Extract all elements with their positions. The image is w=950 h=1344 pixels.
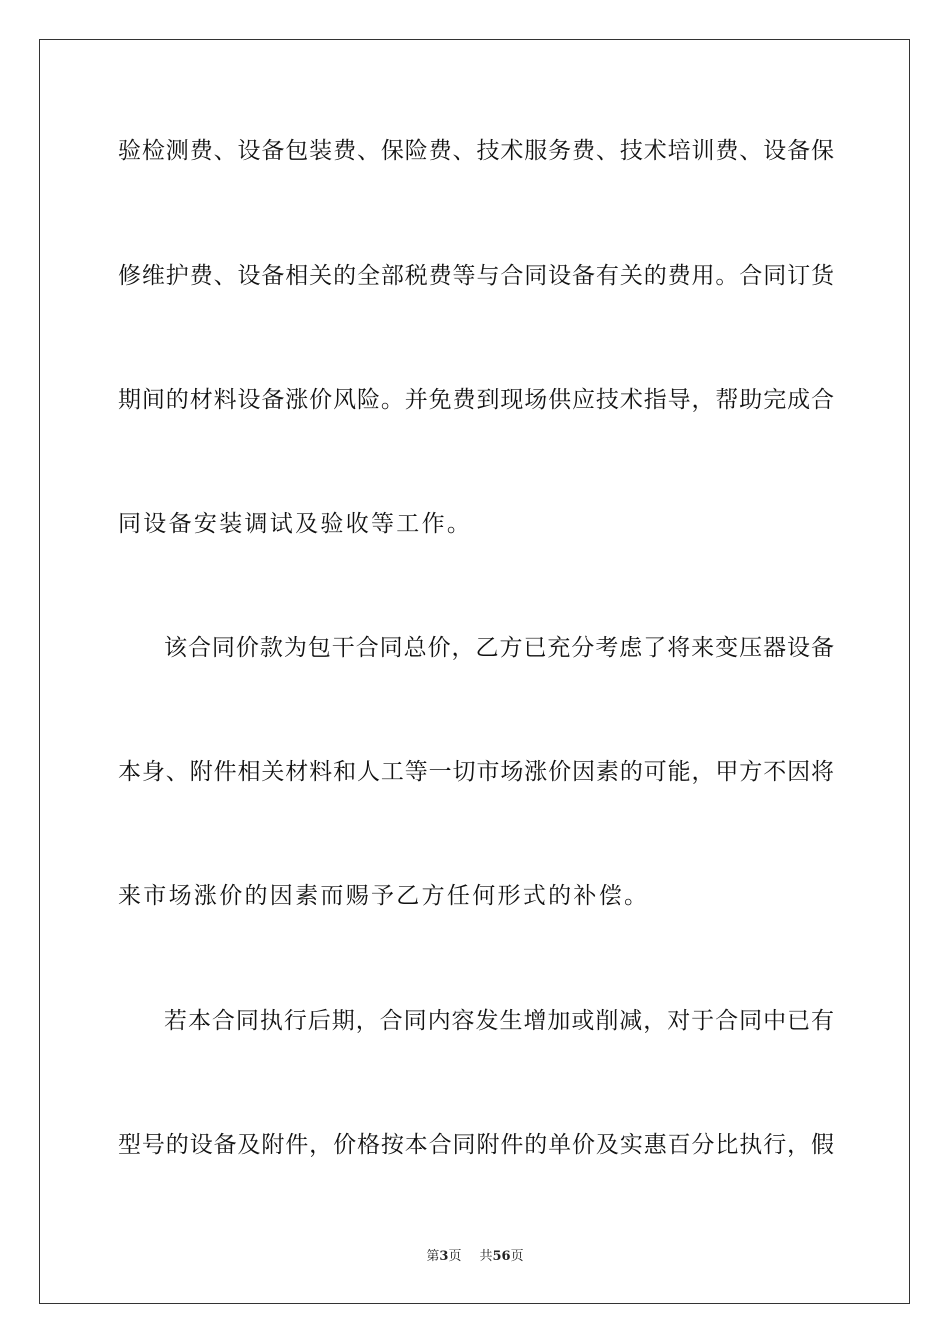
page-footer [0, 1248, 950, 1266]
total-pages: 56 [492, 1249, 511, 1264]
total-prefix: 共 [479, 1249, 493, 1264]
page-number: 3 [439, 1249, 449, 1264]
paragraph-first-line: 若本合同执行后期，合同内容发生增加或削减，对于合同中已有 [164, 1008, 834, 1034]
text-line: 验检测费、设备包装费、保险费、技术服务费、技术培训费、设备保 [118, 138, 834, 164]
page-suffix: 页 [448, 1249, 462, 1264]
page-border [39, 39, 910, 1304]
total-suffix: 页 [510, 1249, 524, 1264]
text-line: 同设备安装调试及验收等工作。 [118, 511, 473, 537]
text-line: 来市场涨价的因素而赐予乙方任何形式的补偿。 [118, 883, 650, 909]
paragraph-first-line: 该合同价款为包干合同总价，乙方已充分考虑了将来变压器设备 [164, 635, 834, 661]
page-prefix: 第 [426, 1249, 440, 1264]
text-line: 修维护费、设备相关的全部税费等与合同设备有关的费用。合同订货 [118, 263, 834, 289]
text-line: 本身、附件相关材料和人工等一切市场涨价因素的可能，甲方不因将 [118, 759, 834, 785]
text-line: 期间的材料设备涨价风险。并免费到现场供应技术指导，帮助完成合 [118, 387, 834, 413]
text-line: 型号的设备及附件，价格按本合同附件的单价及实惠百分比执行，假 [118, 1132, 834, 1158]
